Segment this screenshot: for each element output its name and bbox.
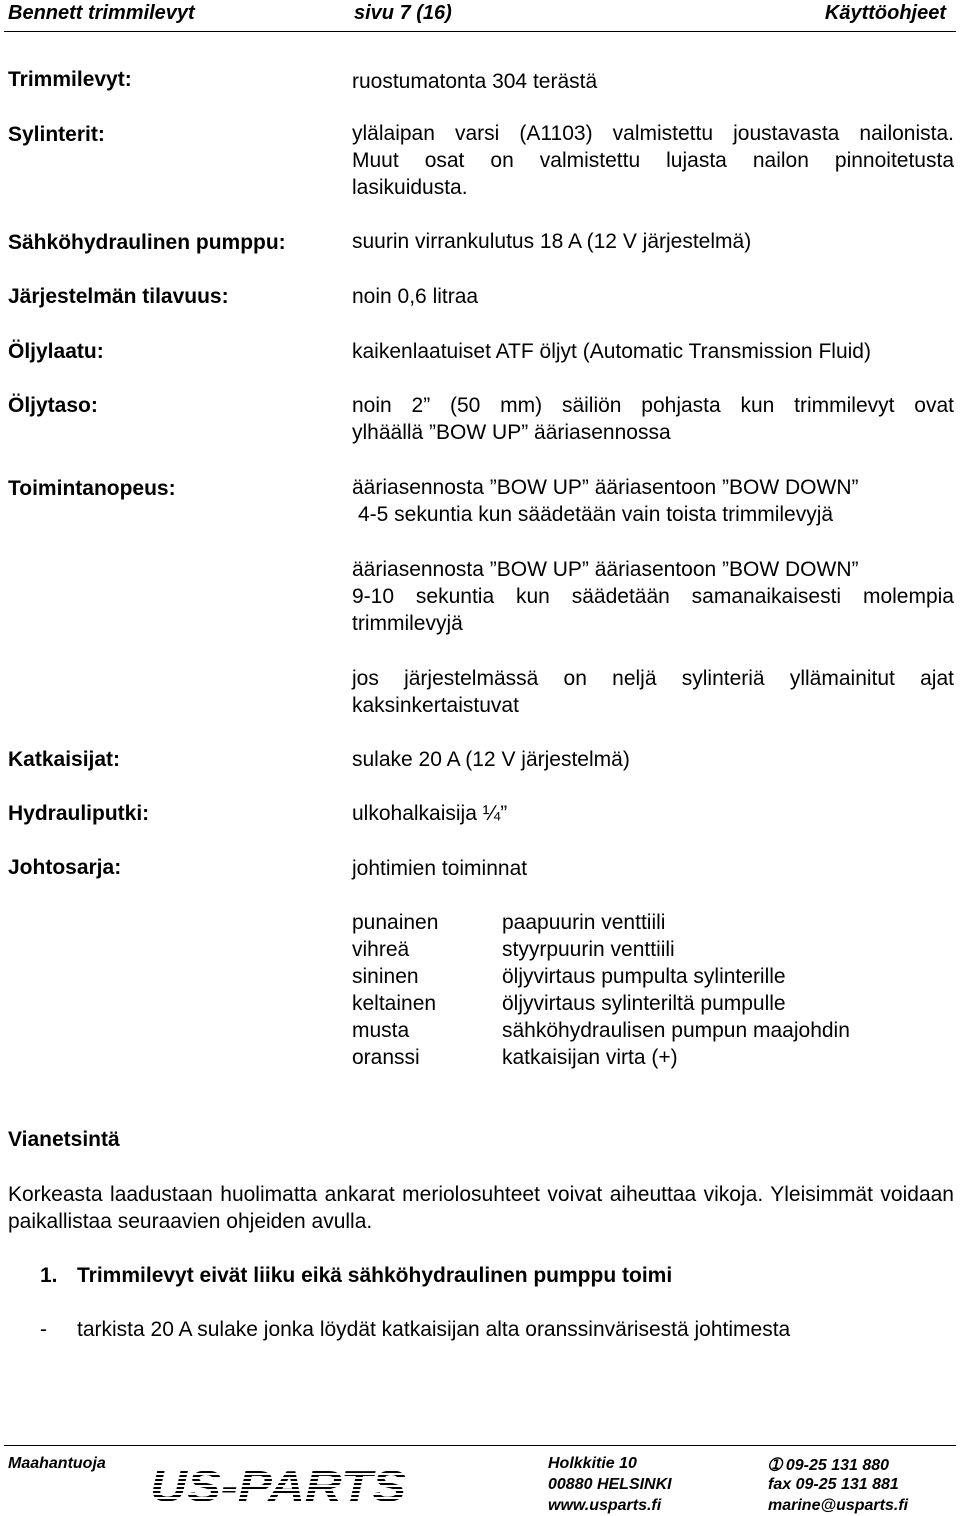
label-oljytaso: Öljytaso: [8,394,98,417]
label-sylinterit: Sylinterit: [8,123,105,146]
footer-importer-label: Maahantuoja [8,1455,106,1472]
label-hydrauliputki: Hydrauliputki: [8,802,150,825]
footer-postal: 00880 HELSINKI [548,1476,672,1493]
logo-graphic [148,1463,410,1507]
label-tilavuus: Järjestelmän tilavuus: [8,285,229,308]
bullet-text: tarkista 20 A sulake jonka löydät katkaisijan alta oranssinvärisestä johtimesta [77,1318,791,1341]
wire-function: öljyvirtaus pumpulta sylinterille [502,965,786,988]
toimintanopeus-line: 9-10 sekuntia kun säädetään samanaikaisesti molempia [352,585,954,608]
oljytaso-line: ylhäällä ”BOW UP” ääriasennossa [352,421,671,444]
sylinterit-line: lasikuidusta. [352,176,468,199]
wire-function: paapuurin venttiili [502,911,666,934]
label-pumppu: Sähköhydraulinen pumppu: [8,231,286,254]
sylinterit-line: ylälaipan varsi (A1103) valmistettu joustavasta nailonista. [352,122,954,145]
value-johtosarja: johtimien toiminnat [352,857,528,880]
toimintanopeus-line: trimmilevyjä [352,612,463,635]
wire-function: öljyvirtaus sylinteriltä pumpulle [502,992,786,1015]
toimintanopeus-line: ääriasennosta ”BOW UP” ääriasentoon ”BOW DOWN” [352,558,859,581]
value-trimmilevyt: ruostumatonta 304 terästä [352,70,598,93]
value-hydrauliputki: ulkohalkaisija ¼” [352,802,508,825]
wire-color: keltainen [352,992,437,1015]
label-katkaisijat: Katkaisijat: [8,748,121,771]
wire-color: musta [352,1019,410,1042]
oljytaso-line: noin 2” (50 mm) säiliön pohjasta kun trimmilevyt ovat [352,394,954,417]
label-trimmilevyt: Trimmilevyt: [8,68,132,91]
value-toimintanopeus-3 [352,665,954,719]
label-johtosarja: Johtosarja: [8,856,122,879]
label-oljylaatu: Öljylaatu: [8,340,104,363]
item-number: 1. [40,1264,58,1287]
wire-function: katkaisijan virta (+) [502,1046,678,1069]
wire-color: oranssi [352,1046,420,1069]
wire-color: vihreä [352,938,410,961]
value-tilavuus: noin 0,6 litraa [352,285,479,308]
section-heading-vianetsinta: Vianetsintä [8,1128,120,1151]
us-parts-logo [148,1463,410,1507]
item-title: Trimmilevyt eivät liiku eikä sähköhydraulinen pumppu toimi [77,1264,673,1287]
header-page-number: sivu 7 (16) [354,2,452,24]
value-oljytaso [352,392,954,446]
value-toimintanopeus-2 [352,556,954,637]
value-pumppu: suurin virrankulutus 18 A (12 V järjestelmä) [352,230,752,253]
toimintanopeus-line: ääriasennosta ”BOW UP” ääriasentoon ”BOW DOWN” [352,476,859,499]
toimintanopeus-line: 4-5 sekuntia kun säädetään vain toista trimmilevyjä [358,503,834,526]
footer-email: marine@usparts.fi [768,1497,909,1514]
footer-rule [4,1445,956,1446]
label-toimintanopeus: Toimintanopeus: [8,477,176,500]
bullet-dash: - [40,1318,47,1341]
header-title: Bennett trimmilevyt [8,2,195,24]
vianetsinta-intro: Korkeasta laadustaan huolimatta ankarat meriolosuhteet voivat aiheuttaa vikoja. Yleisimmät voidaan paikallistaa seuraavien ohjeiden avulla. [8,1183,954,1233]
sylinterit-line: Muut osat on valmistettu lujasta nailon pinnoitetusta [352,149,954,172]
value-oljylaatu: kaikenlaatuiset ATF öljyt (Automatic Transmission Fluid) [352,340,871,363]
toimintanopeus-line: jos järjestelmässä on neljä sylinteriä yllämainitut ajat [352,667,954,690]
footer-street: Holkkitie 10 [548,1455,637,1472]
wire-function: styyrpuurin venttiili [502,938,675,961]
header-rule [4,31,956,32]
wire-function: sähköhydraulisen pumpun maajohdin [502,1019,850,1042]
value-sylinterit [352,120,954,201]
value-toimintanopeus-1 [352,474,954,528]
toimintanopeus-line: kaksinkertaistuvat [352,694,519,717]
logo-text: US-PARTS [150,1463,406,1507]
footer-fax: fax 09-25 131 881 [768,1476,899,1493]
header-doc-type: Käyttöohjeet [824,2,946,24]
footer-web: www.usparts.fi [548,1497,662,1514]
footer-phone: ➀ 09-25 131 880 [768,1457,890,1474]
wire-color: punainen [352,911,439,934]
value-katkaisijat: sulake 20 A (12 V järjestelmä) [352,748,630,771]
wire-color: sininen [352,965,419,988]
